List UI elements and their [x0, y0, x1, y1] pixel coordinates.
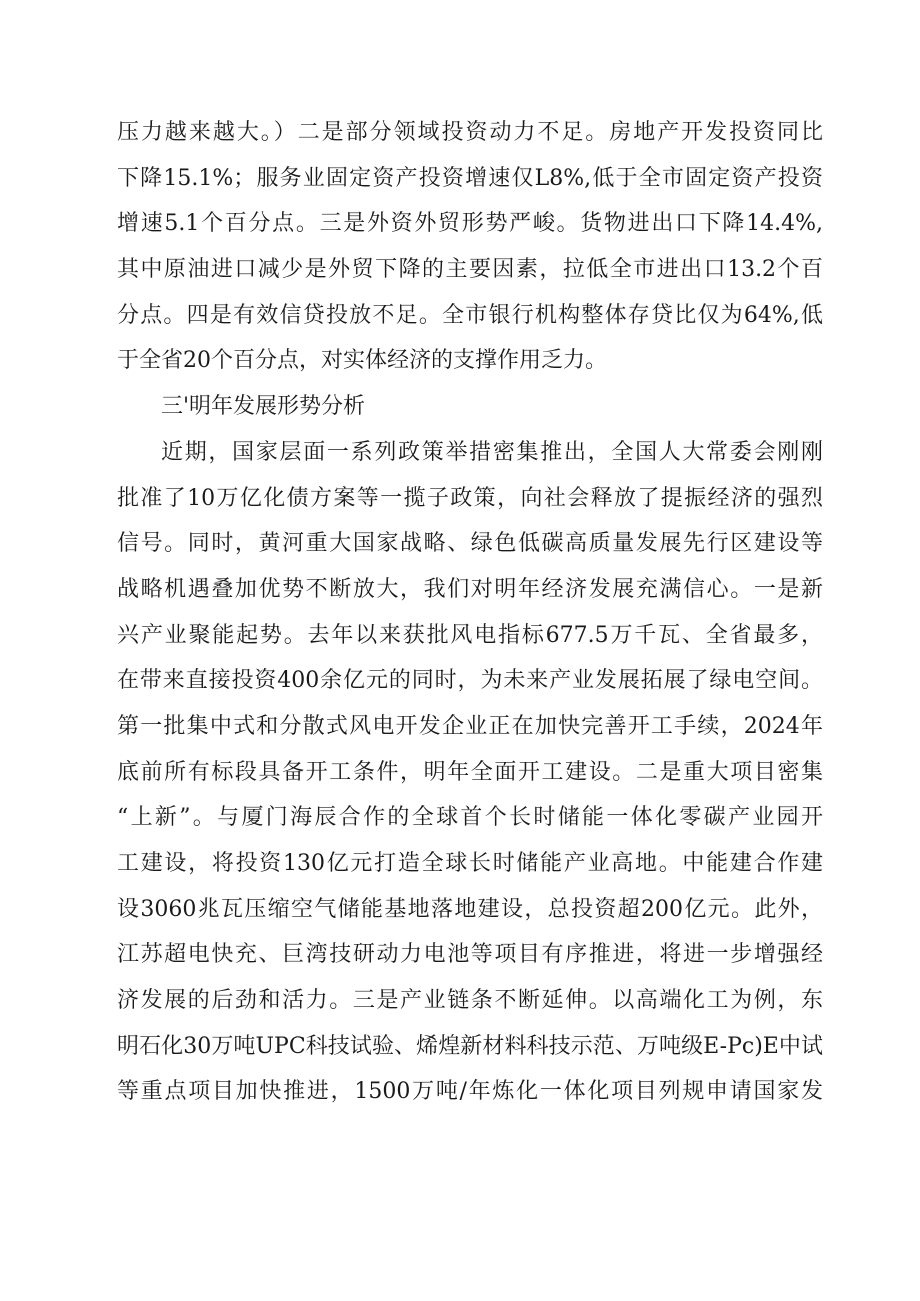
text-line: 信号。同时，黄河重大国家战略、绿色低碳高质量发展先行区建设等	[117, 531, 823, 557]
text-line: 其中原油进口减少是外贸下降的主要因素，拉低全市进出口13.2个百	[117, 257, 823, 283]
text-line: 压力越来越大。）二是部分领域投资动力不足。房地产开发投资同比	[117, 120, 823, 145]
text-line: 战略机遇叠加优势不断放大，我们对明年经济发展充满信心。一是新	[117, 576, 823, 602]
text-line: 济发展的后劲和活力。三是产业链条不断延伸。以高端化工为例，东	[117, 988, 823, 1014]
text-line: “上新”。与厦门海辰合作的全球首个长时储能一体化零碳产业园开	[117, 805, 823, 831]
text-line: 下降15.1%；服务业固定资产投资增速仅L8%,低于全市固定资产投资	[117, 165, 823, 191]
text-line: 江苏超电快充、巨湾技研动力电池等项目有序推进，将进一步增强经	[117, 942, 823, 968]
paragraph-outlook	[117, 430, 823, 1115]
text-line: 工建设，将投资130亿元打造全球长时储能产业高地。中能建合作建	[117, 851, 823, 876]
text-line: 分点。四是有效信贷投放不足。全市银行机构整体存贷比仅为64%,低	[117, 302, 823, 328]
text-line: 设3060兆瓦压缩空气储能基地落地建设，总投资超200亿元。此外，	[117, 896, 823, 922]
text-line: 增速5.1个百分点。三是外资外贸形势严峻。货物进出口下降14.4%,	[117, 211, 823, 237]
text-line: 第一批集中式和分散式风电开发企业正在加快完善开工手续，2024年	[117, 713, 823, 739]
text-line: 在带来直接投资400余亿元的同时，为未来产业发展拓展了绿电空间。	[117, 668, 823, 694]
text-line: 近期，国家层面一系列政策举措密集推出，全国人大常委会刚刚	[161, 439, 823, 465]
text-line: 批准了10万亿化债方案等一揽子政策，向社会释放了提振经济的强烈	[117, 485, 823, 511]
text-line: 明石化30万吨UPC科技试验、烯煌新材料科技示范、万吨级E-Pc)E中试	[117, 1033, 823, 1059]
text-line: 等重点项目加快推进，1500万吨/年炼化一体化项目列规申请国家发	[117, 1079, 823, 1105]
text-line: 兴产业聚能起势。去年以来获批风电指标677.5万千瓦、全省最多，	[117, 622, 823, 648]
text-line: 底前所有标段具备开工条件，明年全面开工建设。二是重大项目密集	[117, 759, 823, 785]
section-heading	[117, 384, 823, 430]
text-line: 于全省20个百分点，对实体经济的支撑作用乏力。	[117, 348, 607, 374]
document-body	[117, 110, 823, 1115]
heading-text: 三'明年发展形势分析	[161, 394, 366, 420]
paragraph-challenges	[117, 110, 823, 384]
